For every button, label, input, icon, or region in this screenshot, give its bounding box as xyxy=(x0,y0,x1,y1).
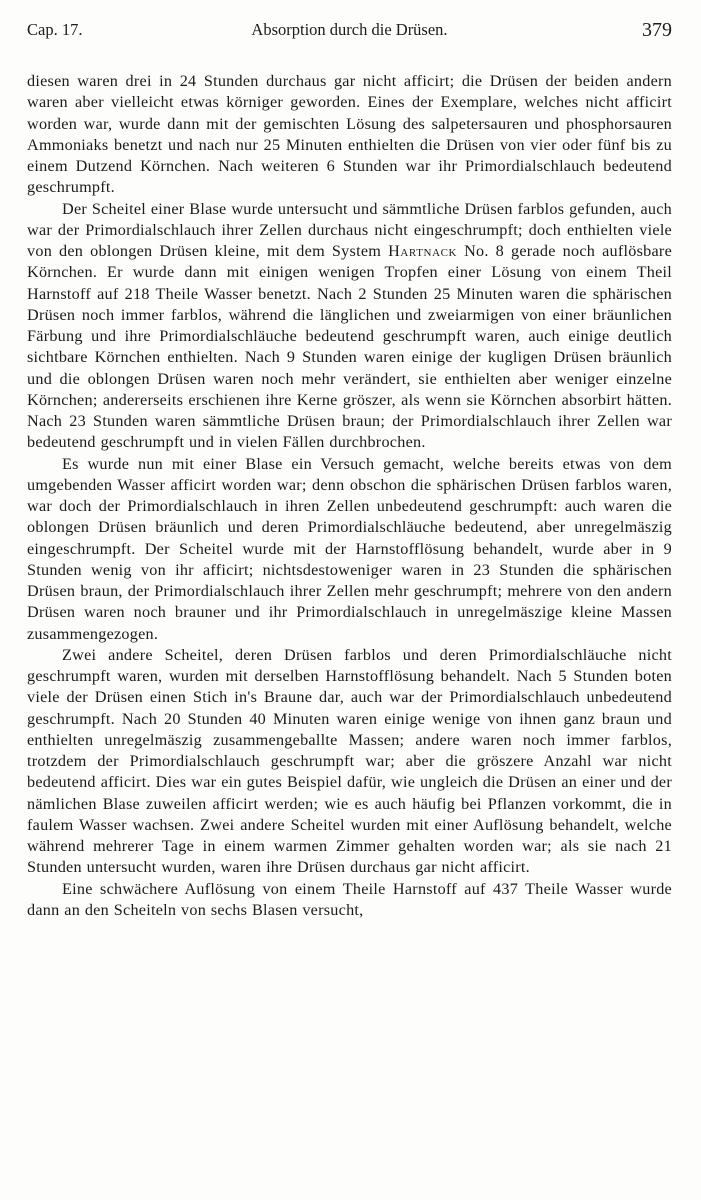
paragraph-2 xyxy=(27,199,672,454)
paragraph-5: Eine schwächere Auflösung von einem Theile Harnstoff auf 437 Theile Wasser wurde dann an den Scheiteln von sechs Blasen versucht, xyxy=(27,879,672,919)
running-header xyxy=(27,20,672,46)
paragraph-1: diesen waren drei in 24 Stunden durchaus gar nicht afficirt; die Drüsen der beiden andern waren aber vielleicht etwas körniger geworden. Eines der Exemplare, welches nicht afficirt worden war, wurde dann mit der gemischten Lösung des salpetersauren und phosphorsauren Ammoniaks benetzt und nach nur 25 Minuten enthielten die Drüsen von vier oder fünf bis zu einem Dutzend Körnchen. Nach weiteren 6 Stunden war ihr Primordialschlauch bedeutend geschrumpft. xyxy=(27,72,672,197)
paragraph-2-text-after: No. 8 gerade noch auflösbare Körnchen. Er wurde dann mit einigen wenigen Tropfen einer Lösung von einem Theil Harnstoff auf 218 Theile Wasser benetzt. Nach 2 Stunden 25 Minuten waren die sphärischen Drüsen noch immer farblos, während die länglichen und zweiarmigen von einer bräunlichen Färbung und ihre Primordialschläuche bedeutend geschrumpft waren, auch einige deutlich sichtbare Körnchen enthielten. Nach 9 Stunden waren einige der kugligen Drüsen bräunlich und die oblongen Drüsen waren noch mehr verändert, sie enthielten aber weniger einzelne Körnchen; andererseits erschienen ihre Kerne gröszer, als wenn sie Körnchen absorbirt hätten. Nach 23 Stunden waren sämmtliche Drüsen braun; der Primordialschlauch ihrer Zellen war bedeutend geschrumpft und in vielen Fällen durchbrochen. xyxy=(27,242,673,452)
paragraph-4: Zwei andere Scheitel, deren Drüsen farblos und deren Primordialschläuche nicht geschrumpft waren, wurden mit derselben Harnstofflösung behandelt. Nach 5 Stunden boten viele der Drüsen einen Stich in's Braune dar, auch war der Primordialschlauch unbedeutend geschrumpft. Nach 20 Stunden 40 Minuten waren einige wenige von ihnen ganz braun und enthielten unregelmäszig zusammengeballte Massen; andere waren noch immer farblos, trotzdem der Primordialschlauch geschrumpft war; aber die gröszere Anzahl war nicht bedeutend afficirt. Dies war ein gutes Beispiel dafür, wie ungleich die Drüsen an einer und der nämlichen Blase zuweilen afficirt werden; wie es auch häufig bei Pflanzen vorkommt, die in faulem Wasser wachsen. Zwei andere Scheitel wurden mit einer Auflösung behandelt, welche während mehrerer Tage in einem warmen Zimmer gehalten worden war; als sie nach 21 Stunden untersucht wurden, waren ihre Drüsen durchaus gar nicht afficirt. xyxy=(27,645,672,877)
chapter-label: Cap. 17. xyxy=(27,20,83,39)
author-name-smallcaps: Hartnack xyxy=(388,242,458,260)
paragraph-3: Es wurde nun mit einer Blase ein Versuch gemacht, welche bereits etwas von dem umgebenden Wasser afficirt worden war; denn obschon die sphärischen Drüsen farblos waren, war doch der Primordialschlauch in ihren Zellen unbedeutend geschrumpft: auch waren die oblongen Drüsen bräunlich und deren Primordialschläuche bedeutend, aber unregelmäszig eingeschrumpft. Der Scheitel wurde mit der Harnstofflösung behandelt, wurde aber in 9 Stunden wenig von ihr afficirt; nichtsdestoweniger waren in 23 Stunden die sphärischen Drüsen braun, der Primordialschlauch ihrer Zellen mehr geschrumpft; mehrere von den andern Drüsen waren noch brauner und ihr Primordialschlauch in unregelmäszige kleine Massen zusammengezogen. xyxy=(27,454,672,643)
body-text xyxy=(27,71,672,921)
paragraph-2-text-before: Der Scheitel einer Blase wurde untersucht und sämmtliche Drüsen farblos gefunden, auch war der Primordialschlauch ihrer Zellen durchaus nicht eingeschrumpft; doch enthielten viele von den oblongen Drüsen kleine, mit dem System xyxy=(27,199,672,260)
running-title: Absorption durch die Drüsen. xyxy=(251,20,448,39)
page-number: 379 xyxy=(642,19,672,41)
